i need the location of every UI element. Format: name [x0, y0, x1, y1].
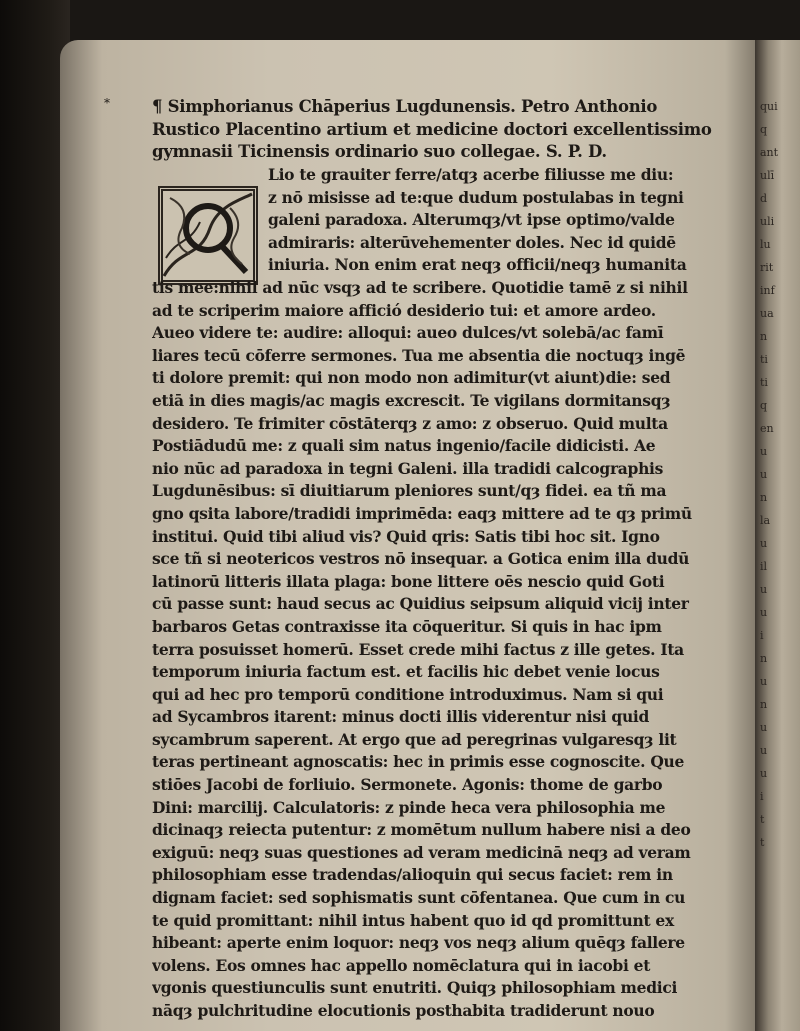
- text-line: ad Sycambros itarent: minus docti illis viderentur nisi quid: [152, 707, 650, 727]
- margin-line: u: [760, 767, 768, 780]
- margin-line: ti: [760, 353, 768, 366]
- text-line: ti dolore premit: qui non modo non adimitur(vt aiunt)die: sed: [152, 368, 671, 388]
- margin-line: q: [760, 123, 768, 136]
- text-line: sce tñ si neotericos vestros nō insequar. a Gotica enim illa dudū: [152, 549, 690, 569]
- margin-line: ti: [760, 376, 768, 389]
- letter-body: [152, 277, 752, 1023]
- text-line: z nō misisse ad te:que dudum postulabas in tegni: [268, 187, 684, 207]
- text-line: Postiādudū me: z quali sim natus ingenio/facile didicisti. Ae: [152, 436, 656, 456]
- margin-line: u: [760, 606, 768, 619]
- text-line: dicinaqȝ reiecta putentur: z momētum nullum habere nisi a deo: [152, 820, 691, 840]
- margin-line: la: [760, 514, 771, 527]
- margin-line: n: [760, 698, 768, 711]
- margin-line: u: [760, 583, 768, 596]
- text-line: hibeant: aperte enim loquor: neqȝ vos neqȝ alium quēqȝ fallere: [152, 933, 685, 953]
- text-line: volens. Eos omnes hac appello nomēclatura qui in iacobi et: [152, 955, 651, 975]
- margin-line: n: [760, 491, 768, 504]
- text-line: Dini: marcilij. Calculatoris: z pinde heca vera philosophia me: [152, 797, 666, 817]
- text-line: exiguū: neqȝ suas questiones ad veram medicinā neqȝ ad veram: [152, 842, 691, 862]
- margin-line: t: [760, 836, 765, 849]
- text-line: latinorū litteris illata plaga: bone littere oēs nescio quid Goti: [152, 571, 665, 591]
- text-line: dignam faciet: sed sophismatis sunt cōfentanea. Que cum in cu: [152, 888, 686, 908]
- text-line: te quid promittant: nihil intus habent quo id qd promittunt ex: [152, 910, 674, 930]
- margin-line: u: [760, 744, 768, 757]
- text-line: stiōes Jacobi de forliuio. Sermonete. Agonis: thome de garbo: [152, 775, 663, 795]
- text-line: philosophiam esse tradendas/alioquin qui secus faciet: rem in: [152, 865, 673, 885]
- text-line: sycambrum saperent. At ergo que ad peregrinas vulgaresqȝ lit: [152, 729, 677, 749]
- text-line: barbaros Getas contraxisse ita cōqueritur. Si quis in hac ipm: [152, 616, 662, 636]
- heading-line: ¶ Simphorianus Chāperius Lugdunensis. Petro Anthonio: [152, 97, 658, 116]
- opening-lines: [268, 164, 748, 277]
- margin-line: en: [760, 422, 774, 435]
- paragraph-mark: *: [104, 96, 110, 110]
- margin-line: lu: [760, 238, 771, 251]
- text-line: Lio te grauiter ferre/atqȝ acerbe filiusse me diu:: [268, 165, 674, 184]
- margin-line: i: [760, 790, 764, 803]
- text-line: teras pertineant agnoscatis: hec in primis esse cognoscite. Que: [152, 752, 685, 772]
- heading-line: gymnasii Ticinensis ordinario suo collegae. S. P. D.: [152, 142, 607, 162]
- text-line: cū passe sunt: haud secus ac Quidius seipsum aliquid vicij inter: [152, 594, 689, 614]
- text-line: desidero. Te frimiter cōstāterqȝ z amo: z obseruo. Quid multa: [152, 413, 668, 433]
- text-line: gno qsita labore/tradidi imprimēda: eaqȝ mittere ad te qȝ primū: [152, 503, 692, 523]
- text-line: liares tecū cōferre sermones. Tua me absentia die noctuqȝ ingē: [152, 345, 686, 365]
- text-line: iniuria. Non enim erat neqȝ officii/neqȝ humanita: [268, 255, 687, 275]
- decorated-initial-q-icon: [158, 186, 258, 285]
- margin-line: u: [760, 675, 768, 688]
- margin-line: d: [760, 192, 768, 205]
- margin-line: t: [760, 813, 765, 826]
- text-line: admiraris: alterūvehementer doles. Nec id quidē: [268, 232, 676, 252]
- text-line: nio nūc ad paradoxa in tegni Galeni. illa tradidi calcographis: [152, 458, 664, 478]
- margin-line: ant: [760, 146, 779, 159]
- text-line: terra posuisset homerū. Esset crede mihi factus z ille getes. Ita: [152, 639, 684, 659]
- text-line: Aueo videre te: audire: alloqui: aueo dulces/vt solebā/ac famī: [152, 323, 664, 343]
- margin-line: u: [760, 537, 768, 550]
- margin-line: q: [760, 399, 768, 412]
- facing-page-text: [760, 95, 800, 854]
- text-line: Lugdunēsibus: sī diuitiarum pleniores sunt/qȝ fidei. ea tñ ma: [152, 481, 667, 501]
- heading-line: Rustico Placentino artium et medicine doctori excellentissimo: [152, 119, 712, 139]
- margin-line: i: [760, 629, 764, 642]
- margin-line: n: [760, 652, 768, 665]
- text-line: temporum iniuria factum est. et facilis hic debet venie locus: [152, 662, 660, 682]
- letter-heading: [152, 96, 752, 164]
- margin-line: inf: [760, 284, 775, 297]
- margin-line: il: [760, 560, 768, 573]
- text-line: vgonis questiunculis sunt enutriti. Quiqȝ philosophiam medici: [152, 978, 678, 998]
- text-line: institui. Quid tibi aliud vis? Quid qris: Satis tibi hoc sit. Igno: [152, 526, 660, 546]
- margin-line: qui: [760, 100, 778, 113]
- margin-line: ulī: [760, 169, 775, 182]
- margin-line: rit: [760, 261, 774, 274]
- text-line: ad te scriperim maiore affició desiderio tui: et amore ardeo.: [152, 300, 656, 320]
- text-line: nāqȝ pulchritudine elocutionis posthabita tradiderunt nouo: [152, 1001, 655, 1020]
- margin-line: n: [760, 330, 768, 343]
- margin-line: u: [760, 445, 768, 458]
- text-line: qui ad hec pro temporū conditione introduximus. Nam si qui: [152, 684, 664, 704]
- text-line: tis mee:nihil ad nūc vsqȝ ad te scribere. Quotidie tamē z si nihil: [152, 278, 688, 297]
- margin-line: uli: [760, 215, 775, 228]
- text-line: galeni paradoxa. Alterumqȝ/vt ipse optimo/valde: [268, 210, 675, 230]
- margin-line: ua: [760, 307, 774, 320]
- margin-line: u: [760, 468, 768, 481]
- text-line: etiā in dies magis/ac magis excrescit. Te vigilans dormitansqȝ: [152, 390, 671, 410]
- margin-line: u: [760, 721, 768, 734]
